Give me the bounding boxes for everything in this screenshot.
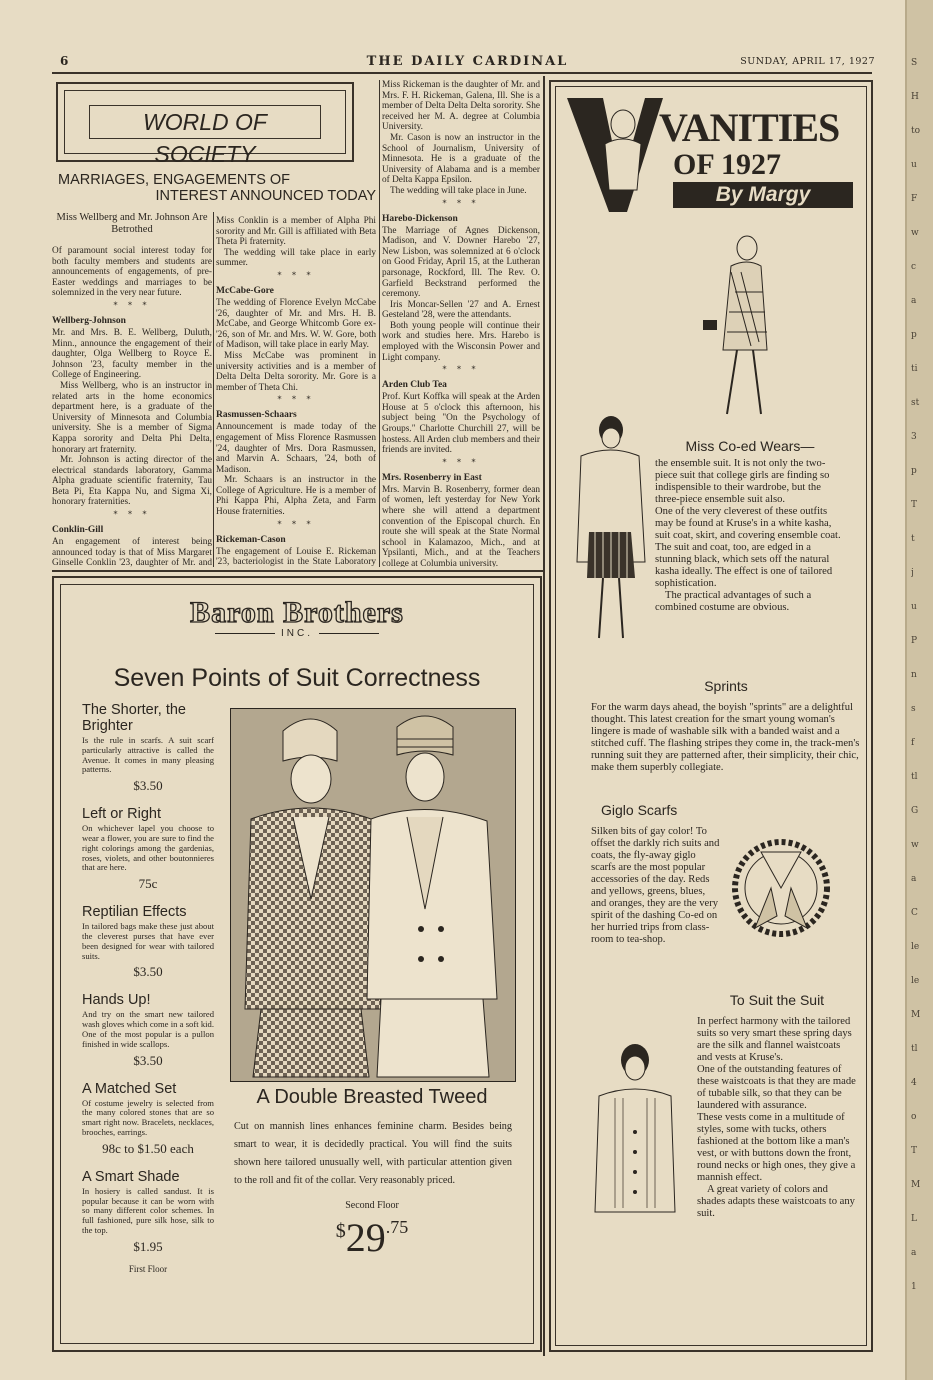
binding-fragment-text: tl (911, 1044, 918, 1054)
newspaper-title: THE DAILY CARDINAL (366, 54, 569, 69)
baron-item (82, 904, 214, 980)
ensemble-woman-illustration (569, 412, 649, 644)
baron-items-column (82, 696, 214, 1296)
baron-item-text: On whichever lapel you choose to wear a flower, you are sure to find the right colorings among the gardenias, roses, violets, and other boutonnieres that are here. (82, 823, 214, 873)
baron-item-price: $3.50 (133, 964, 163, 980)
page-number: 6 (60, 54, 69, 68)
vanities-title: VANITIES (659, 105, 840, 150)
vest-woman-drawing (589, 1042, 681, 1254)
binding-fragment-text: c (911, 262, 917, 272)
binding-fragment-text: M (911, 1180, 921, 1190)
baron-item-price: 98c to $1.50 each (102, 1140, 194, 1156)
baron-item-price: 75c (138, 876, 158, 892)
baron-item (82, 1081, 214, 1157)
section-rule (52, 570, 543, 572)
coed-p3: The suit and coat, too, are edged in a stunning black, which sets off the natural kasha ideally. The effect is one of tailored sophistication. (655, 542, 833, 589)
baron-item-price: $3.50 (133, 778, 163, 794)
divider-stars: * * * (113, 510, 151, 520)
divider-stars: * * * (442, 457, 480, 467)
harebo-dickenson-head: Harebo-Dickenson (382, 213, 458, 224)
header-rule (52, 72, 872, 74)
binding-fragment-text: F (911, 194, 918, 204)
binding-fragment-text: n (911, 670, 917, 680)
society-column-2 (216, 216, 376, 567)
divider-stars: * * * (113, 300, 151, 310)
rickeman-cason-head: Rickeman-Cason (216, 534, 286, 545)
sprints-heading: Sprints (704, 678, 748, 694)
binding-fragment-text: H (911, 92, 919, 102)
vanities-year: OF 1927 (673, 148, 782, 181)
society-column-3 (382, 80, 540, 567)
rasmussen-schaars-p1: Announcement is made today of the engagement of Miss Florence Rasmussen '24, daughter of Mrs. Dora Rasmussen, and Marvin A. Schaars, '24, both of Madison. (216, 422, 376, 475)
baron-item-text: Of costume jewelry is selected from the many colored stones that are so smart right now. Bracelets, necklaces, brooches, earrings. (82, 1097, 214, 1137)
divider-stars: * * * (442, 198, 480, 208)
conklin-gill-p1: An engagement of interest being announced today is that of Miss Margaret Ginselle Conklin '23, daughter of Mr. and (52, 537, 212, 567)
two-women-suits-drawing (231, 709, 515, 1081)
baron-item-title: Hands Up! (82, 992, 151, 1009)
wellberg-johnson-p2: Miss Wellberg, who is an instructor in related arts in the home economics department here, is a graduate of the University of Minnesota and Columbia university. She is a member of Sigma Kappa sorority and Delta Phi Delta, honorary art fraternity. (52, 380, 212, 455)
rickeman-cason-p2: Miss Rickeman is the daughter of Mr. and Mrs. F. H. Rickeman, Galena, Ill. She is a member of Delta Delta Delta sorority. She received her M. A. degree at Columbia University. (382, 80, 540, 133)
rosenberry-p1: Mrs. Marvin B. Rosenberry, former dean of women, left yesterday for New York where she will attend a department convention of the Episcopal church. En route she will speak at the State Normal school in Kalamazoo, Mich., and at Ypsilanti, Mich., and at the Teachers college at Columbia university. (382, 484, 540, 567)
suit-p4: A great variety of colors and shades adapts these waistcoats to any suit. (697, 1184, 855, 1219)
second-floor-label: Second Floor (345, 1200, 399, 1211)
baron-item-title: Left or Right (82, 806, 161, 823)
first-floor-label: First Floor (128, 1264, 168, 1274)
walking-woman-illustration (701, 232, 777, 422)
ensemble-woman-drawing (569, 412, 649, 644)
binding-fragment-text: 3 (911, 432, 917, 442)
mccabe-gore-head: McCabe-Gore (216, 285, 274, 296)
rasmussen-schaars-p2: Mr. Schaars is an instructor in the College of Agriculture. He is a member of Phi Kappa Phi, Alpha Zeta, and Farm House fraternities. (216, 475, 376, 518)
rosenberry-head: Mrs. Rosenberry in East (382, 472, 482, 483)
section-divider (543, 76, 545, 1356)
vanities-masthead (565, 94, 855, 216)
binding-fragment-text: ti (911, 364, 918, 374)
wellberg-johnson-head: Wellberg-Johnson (52, 315, 126, 326)
binding-fragment-text: 1 (911, 1282, 917, 1292)
baron-item-title: A Smart Shade (82, 1168, 180, 1185)
issue-date: SUNDAY, APRIL 17, 1927 (740, 56, 875, 67)
baron-headline: Seven Points of Suit Correctness (113, 664, 481, 692)
binding-fragment-text: a (911, 296, 917, 306)
mccabe-gore-p2: Miss McCabe was prominent in university activities and is a member of Delta Delta Delta sorority. Mr. Gore is a member of Theta Chi. (216, 350, 376, 393)
divider-stars: * * * (277, 270, 315, 280)
suit-p2: One of the outstanding features of these waistcoats is that they are made of tubable silk, so that they can be laundered with assurance. (697, 1064, 856, 1111)
tweed-copy: Cut on mannish lines enhances feminine charm. Besides being smart to wear, it is decidedly practical. You will find the suits shown here tailored unusually well, with particular attention given to the roll and fit of the collar. Very reasonably priced. (234, 1121, 512, 1186)
binding-fragment-text: o (911, 1112, 917, 1122)
page-header (60, 54, 875, 70)
society-headline (58, 172, 376, 204)
suit-article (697, 992, 857, 1286)
tweed-headline: A Double Breasted Tweed (256, 1086, 488, 1108)
wellberg-johnson-p1: Mr. and Mrs. B. E. Wellberg, Duluth, Minn., announce the engagement of their daughter, Olga Wellberg to Royce E. Johnson '23, faculty member in the College of Engineering. (52, 327, 212, 381)
coed-p2: One of the very cleverest of these outfits may be found at Kruse's in a white kasha, suit coat, skirt, and covering ensemble coat. (655, 506, 841, 541)
mccabe-gore-p1: The wedding of Florence Evelyn McCabe '26, daughter of Mr. and Mrs. H. B. McCabe, and George Whitcomb Gore ex-'26, son of Mr. and Mrs. W. W. Gore, both of Madison, will take place in early May. (216, 297, 376, 351)
baron-item (82, 806, 214, 892)
binding-fragment-text: a (911, 874, 917, 884)
binding-fragment-text: le (911, 976, 920, 986)
baron-item (82, 702, 214, 794)
binding-fragment-text: f (911, 738, 915, 748)
society-headline-line1: MARRIAGES, ENGAGEMENTS OF (58, 172, 291, 188)
suit-heading: To Suit the Suit (729, 992, 825, 1008)
baron-item-title: Reptilian Effects (82, 904, 187, 921)
tweed-suits-illustration (230, 708, 516, 1082)
walking-woman-drawing (701, 232, 777, 422)
coed-p4: The practical advantages of such a combined costume are obvious. (655, 590, 812, 613)
baron-item (82, 992, 214, 1068)
column-divider (213, 212, 214, 567)
baron-brand-inc (54, 628, 540, 639)
giglo-heading: Giglo Scarfs (601, 802, 678, 818)
binding-fragment-text: to (911, 126, 921, 136)
baron-item-text: And try on the smart new tailored wash gloves which come in a soft kid. One of the most popular is a pullon finished in wide scallops. (82, 1009, 214, 1049)
society-banner-title: WORLD OF SOCIETY (89, 105, 321, 139)
conklin-gill-p2: Miss Conklin is a member of Alpha Phi sorority and Mr. Gill is affiliated with Beta Theta Pi fraternity. (216, 216, 376, 248)
binding-fragment-text: p (911, 330, 917, 340)
scarf-wreath-drawing (721, 828, 841, 948)
divider-stars: * * * (442, 365, 480, 375)
binding-fragment-text: P (911, 636, 918, 646)
baron-inc-label: INC. (281, 628, 313, 639)
suit-p3: These vests come in a multitude of styles, some with tucks, others fashioned at the bottom like a man's vest, or with buttons down the front, round necks or high ones, they give a mannish effect. (697, 1112, 856, 1183)
binding-edge (905, 0, 933, 1380)
vanities-byline: By Margy (673, 182, 853, 208)
binding-fragment-text: u (911, 602, 917, 612)
binding-fragment-text: L (911, 1214, 917, 1224)
sprints-body: For the warm days ahead, the boyish "sprints" are a delightful thought. This latest creation for the smart young woman's lingere is made of washable silk with a banded waist and a stitched cuff. The flashing stripes they come in, the track-men's running suit they are patterned after, their simplicity, their chic, make them superbly collegiate. (591, 702, 860, 773)
binding-fragment-text: G (911, 806, 919, 816)
baron-item-title: The Shorter, the Brighter (82, 702, 186, 734)
conklin-gill-p3: The wedding will take place in early summer. (216, 247, 376, 269)
rickeman-cason-p4: The wedding will take place in June. (390, 185, 527, 196)
baron-brand-name: Baron Brothers (190, 596, 404, 629)
society-banner-frame (56, 82, 354, 167)
coed-heading: Miss Co-ed Wears— (685, 438, 815, 454)
adjacent-page-fragment (911, 58, 933, 1316)
baron-item-price: $1.95 (133, 1238, 163, 1254)
rickeman-cason-p3: Mr. Cason is now an instructor in the School of Journalism, University of Minnesota. He is a graduate of the University of Alabama and is a member of Delta Kappa Epsilon. (382, 132, 540, 186)
sprints-article (591, 678, 861, 806)
baron-item-text: In tailored bags make these just about the cleverest purses that have ever been designed for wear with tailored suits. (82, 921, 214, 961)
divider-stars: * * * (277, 519, 315, 529)
coed-p1: the ensemble suit. It is not only the two-piece suit that college girls are finding so indispensible to their wardrobe, but the three-piece ensemble suit also. (655, 458, 830, 505)
binding-fragment-text: tl (911, 772, 918, 782)
binding-fragment-text: T (911, 500, 918, 510)
giglo-body: Silken bits of gay color! To offset the darkly rich suits and coats, the fly-away giglo scarfs are the most popular accessories of the day. Reds and yellows, greens, blues, and oranges, they are the very spirit of the dashing Co-ed on her hurried trips from class-room to tea-shop. (591, 826, 720, 945)
vanities-v-letter-with-figure (565, 94, 665, 216)
arden-club-p1: Prof. Kurt Koffka will speak at the Arden House at 5 o'clock this afternoon, his subject being "On the Psychology of Groups." Charlotte Churchill 27, will be hostess. All Arden club members and their friends are invited. (382, 392, 540, 456)
binding-fragment-text: C (911, 908, 918, 918)
binding-fragment-text: t (911, 534, 915, 544)
vanities-column (549, 80, 873, 1352)
binding-fragment-text: j (911, 568, 914, 578)
suit-p1: In perfect harmony with the tailored suits so very smart these spring days are the silk and flannel waistcoats and vests at Kruse's. (697, 1016, 852, 1063)
binding-fragment-text: w (911, 228, 919, 238)
baron-brothers-ad (52, 576, 542, 1352)
binding-fragment-text: w (911, 840, 919, 850)
rickeman-cason-p1: The engagement of Louise E. Rickeman '23, bacteriologist in the State Laboratory (216, 546, 376, 567)
binding-fragment-text: M (911, 1010, 921, 1020)
coed-article (655, 438, 845, 708)
price-cents: .75 (385, 1217, 409, 1237)
society-headline-line2: INTEREST ANNOUNCED TODAY (155, 188, 376, 204)
scarf-wreath-illustration (721, 828, 841, 948)
binding-fragment-text: st (911, 398, 920, 408)
tweed-price (230, 1214, 514, 1261)
society-subhead: Miss Wellberg and Mr. Johnson Are Betrothed (56, 212, 208, 235)
price-dollars: 29 (345, 1215, 386, 1260)
divider-stars: * * * (277, 395, 315, 405)
arden-club-head: Arden Club Tea (382, 380, 447, 391)
baron-item-title: A Matched Set (82, 1080, 177, 1097)
harebo-dickenson-p1: The Marriage of Agnes Dickenson, Madison, and V. Downer Harebo '27, New Lisbon, was solemnized at 6 o'clock on Good Friday, April 15, at the Lutheran parsonage, Rockford, Ill. The Rev. O. Garfield Beckstrand performed the ceremony. (382, 225, 540, 300)
vest-woman-illustration (589, 1042, 681, 1254)
harebo-dickenson-p2: Iris Moncar-Sellen '27 and A. Ernest Gesteland '28, were the attendants. (382, 299, 540, 321)
binding-fragment-text: S (911, 58, 918, 68)
binding-fragment-text: s (911, 704, 916, 714)
conklin-gill-head: Conklin-Gill (52, 525, 104, 536)
society-column-1 (52, 212, 212, 567)
giglo-article (591, 802, 721, 992)
binding-fragment-text: 4 (911, 1078, 917, 1088)
baron-item (82, 1169, 214, 1255)
rasmussen-schaars-head: Rasmussen-Schaars (216, 410, 297, 421)
baron-item-text: In hosiery is called sandust. It is popular because it can be worn with so many different color schemes. In full fashioned, pure silk hose, silk to the top. (82, 1185, 214, 1235)
binding-fragment-text: p (911, 466, 917, 476)
society-lead: Of paramount social interest today for both faculty members and students are announcements of engagements, of pre-Easter weddings and marriages to be solemnized in the very near future. (52, 246, 212, 299)
price-dollar-sign: $ (335, 1220, 346, 1242)
baron-item-text: Is the rule in scarfs. A suit scarf particularly attractive is called the Avenue. It comes in many pleasing patterns. (82, 735, 214, 775)
binding-fragment-text: u (911, 160, 917, 170)
binding-fragment-text: T (911, 1146, 918, 1156)
wellberg-johnson-p3: Mr. Johnson is acting director of the electrical standards laboratory, Gamma Alpha graduate scientific fraternity, Tau Beta Pi, Eta Kappa Nu, and Sigma Xi, honorary fraternities. (52, 455, 212, 508)
harebo-dickenson-p3: Both young people will continue their work and studies here. Mrs. Harebo is employed with the Wisconsin Power and Light company. (382, 320, 540, 363)
society-banner-inner (64, 90, 346, 167)
baron-brand-block (54, 596, 540, 639)
baron-item-price: $3.50 (133, 1052, 163, 1068)
column-divider (379, 80, 380, 567)
binding-fragment-text: le (911, 942, 920, 952)
binding-fragment-text: a (911, 1248, 917, 1258)
